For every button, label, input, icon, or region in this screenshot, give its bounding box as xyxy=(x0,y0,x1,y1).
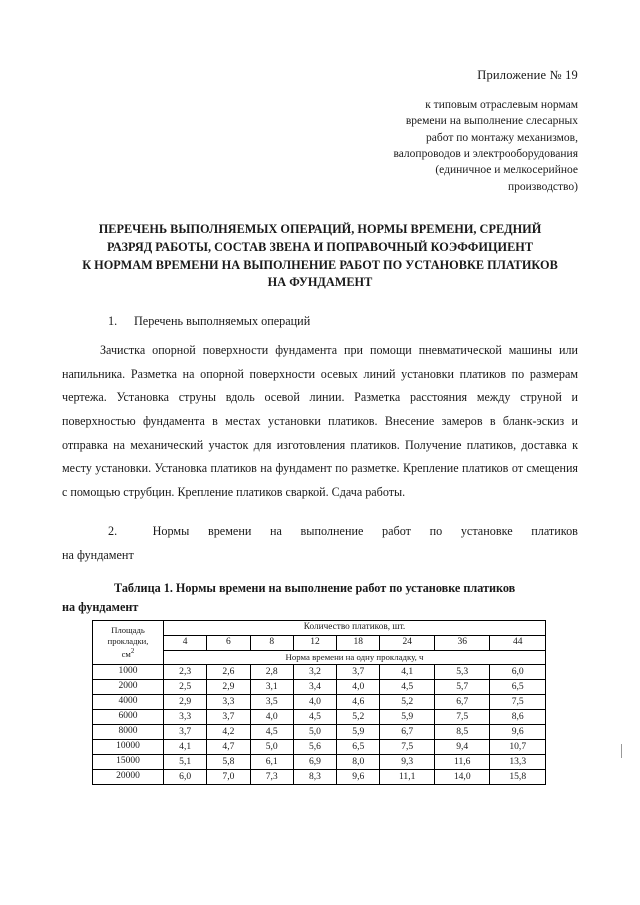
norm-reference-line: производство) xyxy=(507,180,578,193)
table-cell-value: 8,0 xyxy=(337,754,380,769)
norms-table xyxy=(92,620,546,784)
norm-reference-line: к типовым отраслевым нормам xyxy=(425,99,578,111)
document-content xyxy=(62,68,578,785)
table-cell-value: 4,1 xyxy=(164,739,207,754)
table-cell-value: 4,1 xyxy=(380,664,435,679)
table-column-header: 24 xyxy=(380,636,435,651)
table-cell-value: 3,3 xyxy=(164,709,207,724)
table-column-header: 8 xyxy=(250,636,293,651)
appendix-number: Приложение № 19 xyxy=(477,68,578,82)
norm-reference-block xyxy=(62,97,578,195)
table-cell-value: 3,7 xyxy=(164,724,207,739)
section-2-heading xyxy=(62,520,578,566)
table-cell-value: 3,3 xyxy=(207,694,250,709)
table-cell-value: 9,6 xyxy=(490,724,546,739)
table-row xyxy=(93,769,546,784)
table-cell-area: 2000 xyxy=(93,679,164,694)
section-1-title: Перечень выполняемых операций xyxy=(134,314,311,329)
table-cell-value: 2,8 xyxy=(250,664,293,679)
section-2-word: времени xyxy=(207,524,252,539)
section-1-number: 1. xyxy=(108,314,118,329)
table-cell-value: 4,7 xyxy=(207,739,250,754)
table-cell-area: 1000 xyxy=(93,664,164,679)
page-title xyxy=(62,221,578,292)
table-cell-value: 5,8 xyxy=(207,754,250,769)
table-row-header-label: Площадь прокладки, $см^2$ xyxy=(93,621,164,664)
table-cell-value: 3,1 xyxy=(250,679,293,694)
table-cell-value: 3,4 xyxy=(293,679,336,694)
table-cell-value: 5,9 xyxy=(380,709,435,724)
page-edge-mark xyxy=(621,744,622,758)
table-cell-value: 4,6 xyxy=(337,694,380,709)
section-2-word: выполнение xyxy=(300,524,364,539)
table-cell-value: 7,0 xyxy=(207,769,250,784)
table-cell-value: 8,5 xyxy=(434,724,489,739)
table-cell-value: 13,3 xyxy=(490,754,546,769)
table-cell-value: 14,0 xyxy=(434,769,489,784)
section-2-word: платиков xyxy=(531,524,578,539)
table-cell-value: 6,5 xyxy=(337,739,380,754)
section-2-word: установке xyxy=(460,524,513,539)
table-column-header: 6 xyxy=(207,636,250,651)
page-title-line: НА ФУНДАМЕНТ xyxy=(267,275,373,290)
table-column-header: 12 xyxy=(293,636,336,651)
table-cell-value: 5,6 xyxy=(293,739,336,754)
table-cell-value: 5,9 xyxy=(337,724,380,739)
table-cell-value: 6,0 xyxy=(164,769,207,784)
table-cell-value: 6,9 xyxy=(293,754,336,769)
table-cell-value: 4,5 xyxy=(250,724,293,739)
table-row xyxy=(93,694,546,709)
table-cell-area: 8000 xyxy=(93,724,164,739)
table-cell-area: 10000 xyxy=(93,739,164,754)
page-title-line: ПЕРЕЧЕНЬ ВЫПОЛНЯЕМЫХ ОПЕРАЦИЙ, НОРМЫ ВРЕМЕНИ, СРЕДНИЙ xyxy=(98,221,542,236)
table-row xyxy=(93,679,546,694)
table-cell-value: 4,0 xyxy=(293,694,336,709)
table-row xyxy=(93,709,546,724)
table-caption xyxy=(62,579,578,617)
table-cell-value: 9,3 xyxy=(380,754,435,769)
table-cell-value: 5,7 xyxy=(434,679,489,694)
table-cell-value: 8,3 xyxy=(293,769,336,784)
table-cell-value: 4,0 xyxy=(337,679,380,694)
table-cell-value: 4,5 xyxy=(293,709,336,724)
section-2-word: Нормы xyxy=(152,524,190,539)
section-2-number: 2. xyxy=(108,524,118,539)
table-cell-value: 2,5 xyxy=(164,679,207,694)
table-column-header: 18 xyxy=(337,636,380,651)
table-cell-value: 9,4 xyxy=(434,739,489,754)
section-2-word: по xyxy=(429,524,443,539)
table-cell-area: 6000 xyxy=(93,709,164,724)
table-cell-value: 5,3 xyxy=(434,664,489,679)
table-header-row xyxy=(93,621,546,636)
table-cell-value: 4,2 xyxy=(207,724,250,739)
table-caption-line2: на фундамент xyxy=(62,599,139,614)
table-row xyxy=(93,724,546,739)
table-cell-value: 5,0 xyxy=(293,724,336,739)
table-cell-value: 5,1 xyxy=(164,754,207,769)
table-cell-value: 2,6 xyxy=(207,664,250,679)
table-group-header: Количество платиков, шт. xyxy=(164,621,546,636)
table-cell-value: 6,5 xyxy=(490,679,546,694)
section-1-heading xyxy=(62,314,578,329)
table-cell-value: 2,9 xyxy=(164,694,207,709)
table-cell-value: 7,5 xyxy=(434,709,489,724)
table-cell-value: 7,3 xyxy=(250,769,293,784)
table-cell-value: 6,7 xyxy=(434,694,489,709)
table-column-header: 4 xyxy=(164,636,207,651)
table-cell-value: 9,6 xyxy=(337,769,380,784)
table-row xyxy=(93,739,546,754)
section-2-heading-cont: на фундамент xyxy=(62,547,134,562)
section-2-word: на xyxy=(269,524,282,539)
table-cell-value: 7,5 xyxy=(490,694,546,709)
table-cell-area: 4000 xyxy=(93,694,164,709)
norm-reference-line: валопроводов и электрооборудования xyxy=(393,147,578,160)
table-cell-value: 6,7 xyxy=(380,724,435,739)
table-cell-value: 11,1 xyxy=(380,769,435,784)
table-subheader: Норма времени на одну прокладку, ч xyxy=(164,650,546,664)
table-cell-value: 5,2 xyxy=(380,694,435,709)
table-cell-value: 4,5 xyxy=(380,679,435,694)
table-cell-value: 3,5 xyxy=(250,694,293,709)
table-cell-value: 2,9 xyxy=(207,679,250,694)
norm-reference-line: работ по монтажу механизмов, xyxy=(426,131,578,144)
table-cell-value: 4,0 xyxy=(250,709,293,724)
table-cell-value: 15,8 xyxy=(490,769,546,784)
table-cell-value: 6,1 xyxy=(250,754,293,769)
table-cell-value: 3,7 xyxy=(207,709,250,724)
table-cell-value: 7,5 xyxy=(380,739,435,754)
table-cell-area: 20000 xyxy=(93,769,164,784)
table-row xyxy=(93,664,546,679)
section-2-word: работ xyxy=(382,524,411,539)
table-row xyxy=(93,754,546,769)
norm-reference-line: (единичное и мелкосерийное xyxy=(435,164,578,177)
table-cell-value: 3,2 xyxy=(293,664,336,679)
table-caption-line1: Таблица 1. Нормы времени на выполнение работ по установке платиков xyxy=(114,580,516,595)
table-cell-value: 2,3 xyxy=(164,664,207,679)
table-column-header: 44 xyxy=(490,636,546,651)
table-cell-value: 3,7 xyxy=(337,664,380,679)
section-1-body: Зачистка опорной поверхности фундамента при помощи пневматической машины или напильника. Разметка на опорной поверхности осевых линий установки платиков по размерам чертежа. Установка струны вдоль осевой линии. Разметка расстояния между струной и поверхностью фундамента в местах установки платиков. Внесение замеров в бланк-эскиз и отправка на механический участок для изготовления платиков. Получение платиков, доставка к месту установки. Установка платиков на фундамент по разметке. Крепление платиков от смещения с помощью струбцин. Крепление платиков сваркой. Сдача работы. xyxy=(62,343,578,499)
table-column-header: 36 xyxy=(434,636,489,651)
table-cell-value: 8,6 xyxy=(490,709,546,724)
table-cell-area: 15000 xyxy=(93,754,164,769)
page-title-line: К НОРМАМ ВРЕМЕНИ НА ВЫПОЛНЕНИЕ РАБОТ ПО УСТАНОВКЕ ПЛАТИКОВ xyxy=(82,257,558,272)
table-cell-value: 5,2 xyxy=(337,709,380,724)
page-title-line: РАЗРЯД РАБОТЫ, СОСТАВ ЗВЕНА И ПОПРАВОЧНЫЙ КОЭФФИЦИЕНТ xyxy=(106,239,534,254)
table-cell-value: 5,0 xyxy=(250,739,293,754)
table-cell-value: 6,0 xyxy=(490,664,546,679)
norm-reference-line: времени на выполнение слесарных xyxy=(405,115,578,128)
table-cell-value: 10,7 xyxy=(490,739,546,754)
table-cell-value: 11,6 xyxy=(434,754,489,769)
